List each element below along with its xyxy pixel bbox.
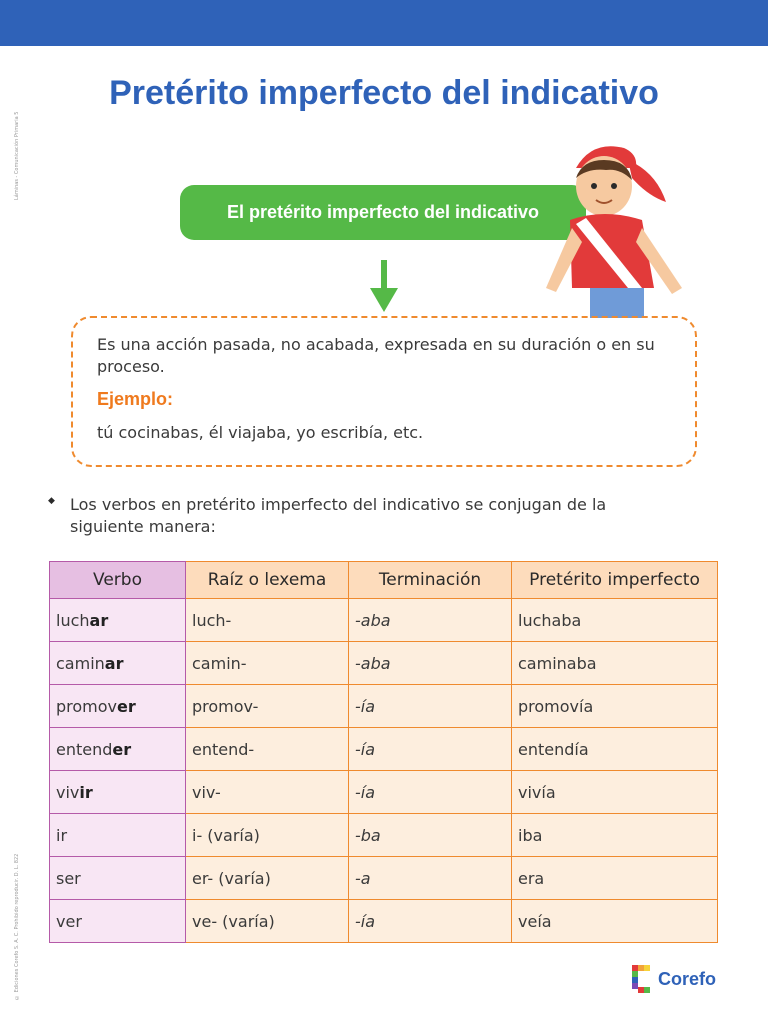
verb-cell: entender <box>50 728 186 771</box>
page-title: Pretérito imperfecto del indicativo <box>109 74 659 112</box>
terminacion-cell: -a <box>349 857 512 900</box>
lexema-cell: er- (varía) <box>186 857 349 900</box>
verb-cell: ser <box>50 857 186 900</box>
example-label: Ejemplo: <box>97 389 174 409</box>
lexema-cell: ve- (varía) <box>186 900 349 943</box>
table-row <box>50 685 718 728</box>
lexema-cell: entend- <box>186 728 349 771</box>
header-preterito: Pretérito imperfecto <box>512 562 718 599</box>
bullet-text: Los verbos en pretérito imperfecto del indicativo se conjugan de la siguiente manera: <box>70 495 607 536</box>
header-raiz: Raíz o lexema <box>186 562 349 599</box>
definition-text: Es una acción pasada, no acabada, expresada en su duración o en su proceso. <box>97 335 655 376</box>
terminacion-cell: -ía <box>349 728 512 771</box>
table-row <box>50 900 718 943</box>
lexema-cell: i- (varía) <box>186 814 349 857</box>
verb-cell: ir <box>50 814 186 857</box>
lexema-cell: viv- <box>186 771 349 814</box>
verb-cell: ver <box>50 900 186 943</box>
lexema-cell: camin- <box>186 642 349 685</box>
conjugation-table <box>49 561 718 943</box>
table-header-row <box>50 562 718 599</box>
top-header-bar <box>0 0 768 46</box>
boy-illustration <box>532 138 697 318</box>
verb-cell: luchar <box>50 599 186 642</box>
terminacion-cell: -ía <box>349 900 512 943</box>
preterito-cell: iba <box>512 814 718 857</box>
header-verbo: Verbo <box>50 562 186 599</box>
table-row <box>50 728 718 771</box>
concept-label: El pretérito imperfecto del indicativo <box>180 185 586 240</box>
preterito-cell: entendía <box>512 728 718 771</box>
table-row <box>50 771 718 814</box>
side-note-bottom: © Ediciones Corefo S. A. C. Prohibido reproducir. D. L. 822 <box>14 853 20 1000</box>
corefo-logo-icon <box>632 965 654 993</box>
terminacion-cell: -ía <box>349 685 512 728</box>
terminacion-cell: -ía <box>349 771 512 814</box>
preterito-cell: era <box>512 857 718 900</box>
terminacion-cell: -aba <box>349 599 512 642</box>
preterito-cell: promovía <box>512 685 718 728</box>
table-row <box>50 814 718 857</box>
preterito-cell: luchaba <box>512 599 718 642</box>
example-text: tú cocinabas, él viajaba, yo escribía, etc. <box>97 423 424 442</box>
table-row <box>50 642 718 685</box>
lexema-cell: promov- <box>186 685 349 728</box>
verb-cell: promover <box>50 685 186 728</box>
logo-text: Corefo <box>658 968 716 989</box>
verb-cell: vivir <box>50 771 186 814</box>
terminacion-cell: -aba <box>349 642 512 685</box>
header-terminacion: Terminación <box>349 562 512 599</box>
table-row <box>50 599 718 642</box>
down-arrow-icon <box>368 260 400 314</box>
terminacion-cell: -ba <box>349 814 512 857</box>
side-note-top: Láminas - Comunicación Primaria 5 <box>14 111 20 200</box>
preterito-cell: veía <box>512 900 718 943</box>
verb-cell: caminar <box>50 642 186 685</box>
preterito-cell: vivía <box>512 771 718 814</box>
bullet-icon: ◆ <box>48 496 55 506</box>
corefo-logo <box>632 964 716 994</box>
lexema-cell: luch- <box>186 599 349 642</box>
table-row <box>50 857 718 900</box>
preterito-cell: caminaba <box>512 642 718 685</box>
